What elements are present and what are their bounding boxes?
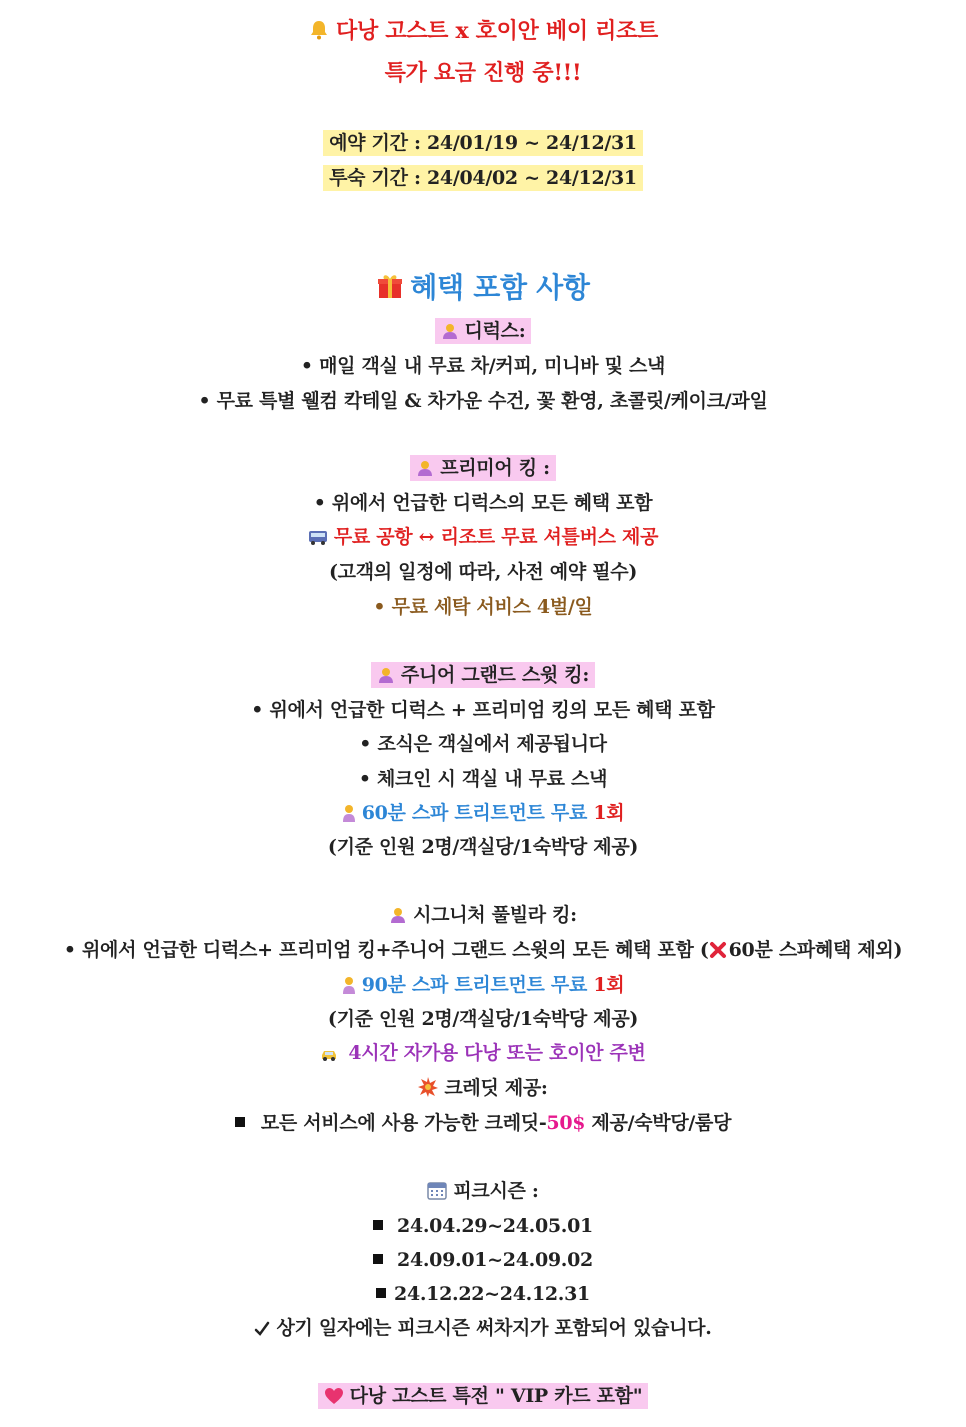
peak-date-3: 24.12.22~24.12.31 [0,1281,966,1307]
junior-spa-note: (기준 인원 2명/객실당/1숙박당 제공) [327,836,639,858]
junior-item-2: • 조식은 객실에서 제공됩니다 [359,733,607,755]
heart-icon [324,1386,344,1412]
car-icon [320,1043,338,1069]
spa-person-icon [342,803,356,829]
calendar-icon [427,1180,447,1207]
burst-icon [418,1077,438,1104]
square-bullet [373,1254,383,1264]
premier-item-1: • 위에서 언급한 디럭스의 모든 혜택 포함 [313,492,653,514]
person-icon [389,905,407,931]
deluxe-heading: 디럭스: [0,318,966,347]
vip-card-note: 다낭 고스트 특전 " VIP 카드 포함" [0,1383,966,1412]
benefits-title: 혜택 포함 사항 [0,270,966,309]
deluxe-item-1: • 매일 객실 내 무료 차/커피, 미니바 및 스낵 [300,355,666,377]
peak-note: 상기 일자에는 피크시즌 써차지가 포함되어 있습니다. [0,1315,966,1344]
person-icon [441,321,459,347]
spa-person-icon [342,975,356,1001]
cross-icon [709,940,727,966]
premier-heading: 프리미어 킹 : [0,455,966,484]
peak-heading: 피크시즌 : [0,1178,966,1207]
check-icon [254,1318,270,1344]
signature-item-1: • 위에서 언급한 디럭스+ 프리미엄 킹+주니어 그랜드 스윗의 모든 혜택 포함 ( 60분 스파혜택 제외) [0,937,966,966]
person-icon [416,458,434,484]
credit-item: 모든 서비스에 사용 가능한 크레딧-50$ 제공/숙박당/룸당 [0,1110,966,1136]
person-icon [377,665,395,691]
premier-shuttle: 무료 공항 ↔ 리조트 무료 셔틀버스 제공 [0,524,966,553]
signature-spa-note: (기준 인원 2명/객실당/1숙박당 제공) [327,1008,639,1030]
signature-car: 4시간 자가용 다낭 또는 호이안 주변 [0,1040,966,1069]
deluxe-item-2: • 무료 특별 웰컴 칵테일 & 차가운 수건, 꽃 환영, 초콜릿/케이크/과일 [198,390,768,412]
booking-period: 예약 기간 : 24/01/19 ~ 24/12/31 [0,130,966,156]
junior-item-1: • 위에서 언급한 디럭스 + 프리미엄 킹의 모든 혜택 포함 [251,699,715,721]
junior-spa: 60분 스파 트리트먼트 무료 1회 [0,800,966,829]
stay-period: 투숙 기간 : 24/04/02 ~ 24/12/31 [0,165,966,191]
credit-heading: 크레딧 제공: [0,1075,966,1104]
square-bullet [235,1117,245,1127]
peak-date-1: 24.04.29~24.05.01 [0,1213,966,1239]
promo-title: 다낭 고스트 x 호이안 베이 리조트 [0,16,966,49]
bell-icon [308,19,330,49]
bus-icon [308,527,328,553]
signature-heading: 시그니처 풀빌라 킹: [0,902,966,931]
promo-subtitle: 특가 요금 진행 중!!! [384,60,582,86]
junior-item-3: • 체크인 시 객실 내 무료 스낵 [358,768,608,790]
signature-spa: 90분 스파 트리트먼트 무료 1회 [0,972,966,1001]
premier-laundry: • 무료 세탁 서비스 4벌/일 [373,596,593,618]
premier-shuttle-note: (고객의 일정에 따라, 사전 예약 필수) [328,561,638,583]
square-bullet [373,1220,383,1230]
gift-icon [376,272,404,309]
junior-heading: 주니어 그랜드 스윗 킹: [0,662,966,691]
peak-date-2: 24.09.01~24.09.02 [0,1247,966,1273]
square-bullet [376,1288,386,1298]
